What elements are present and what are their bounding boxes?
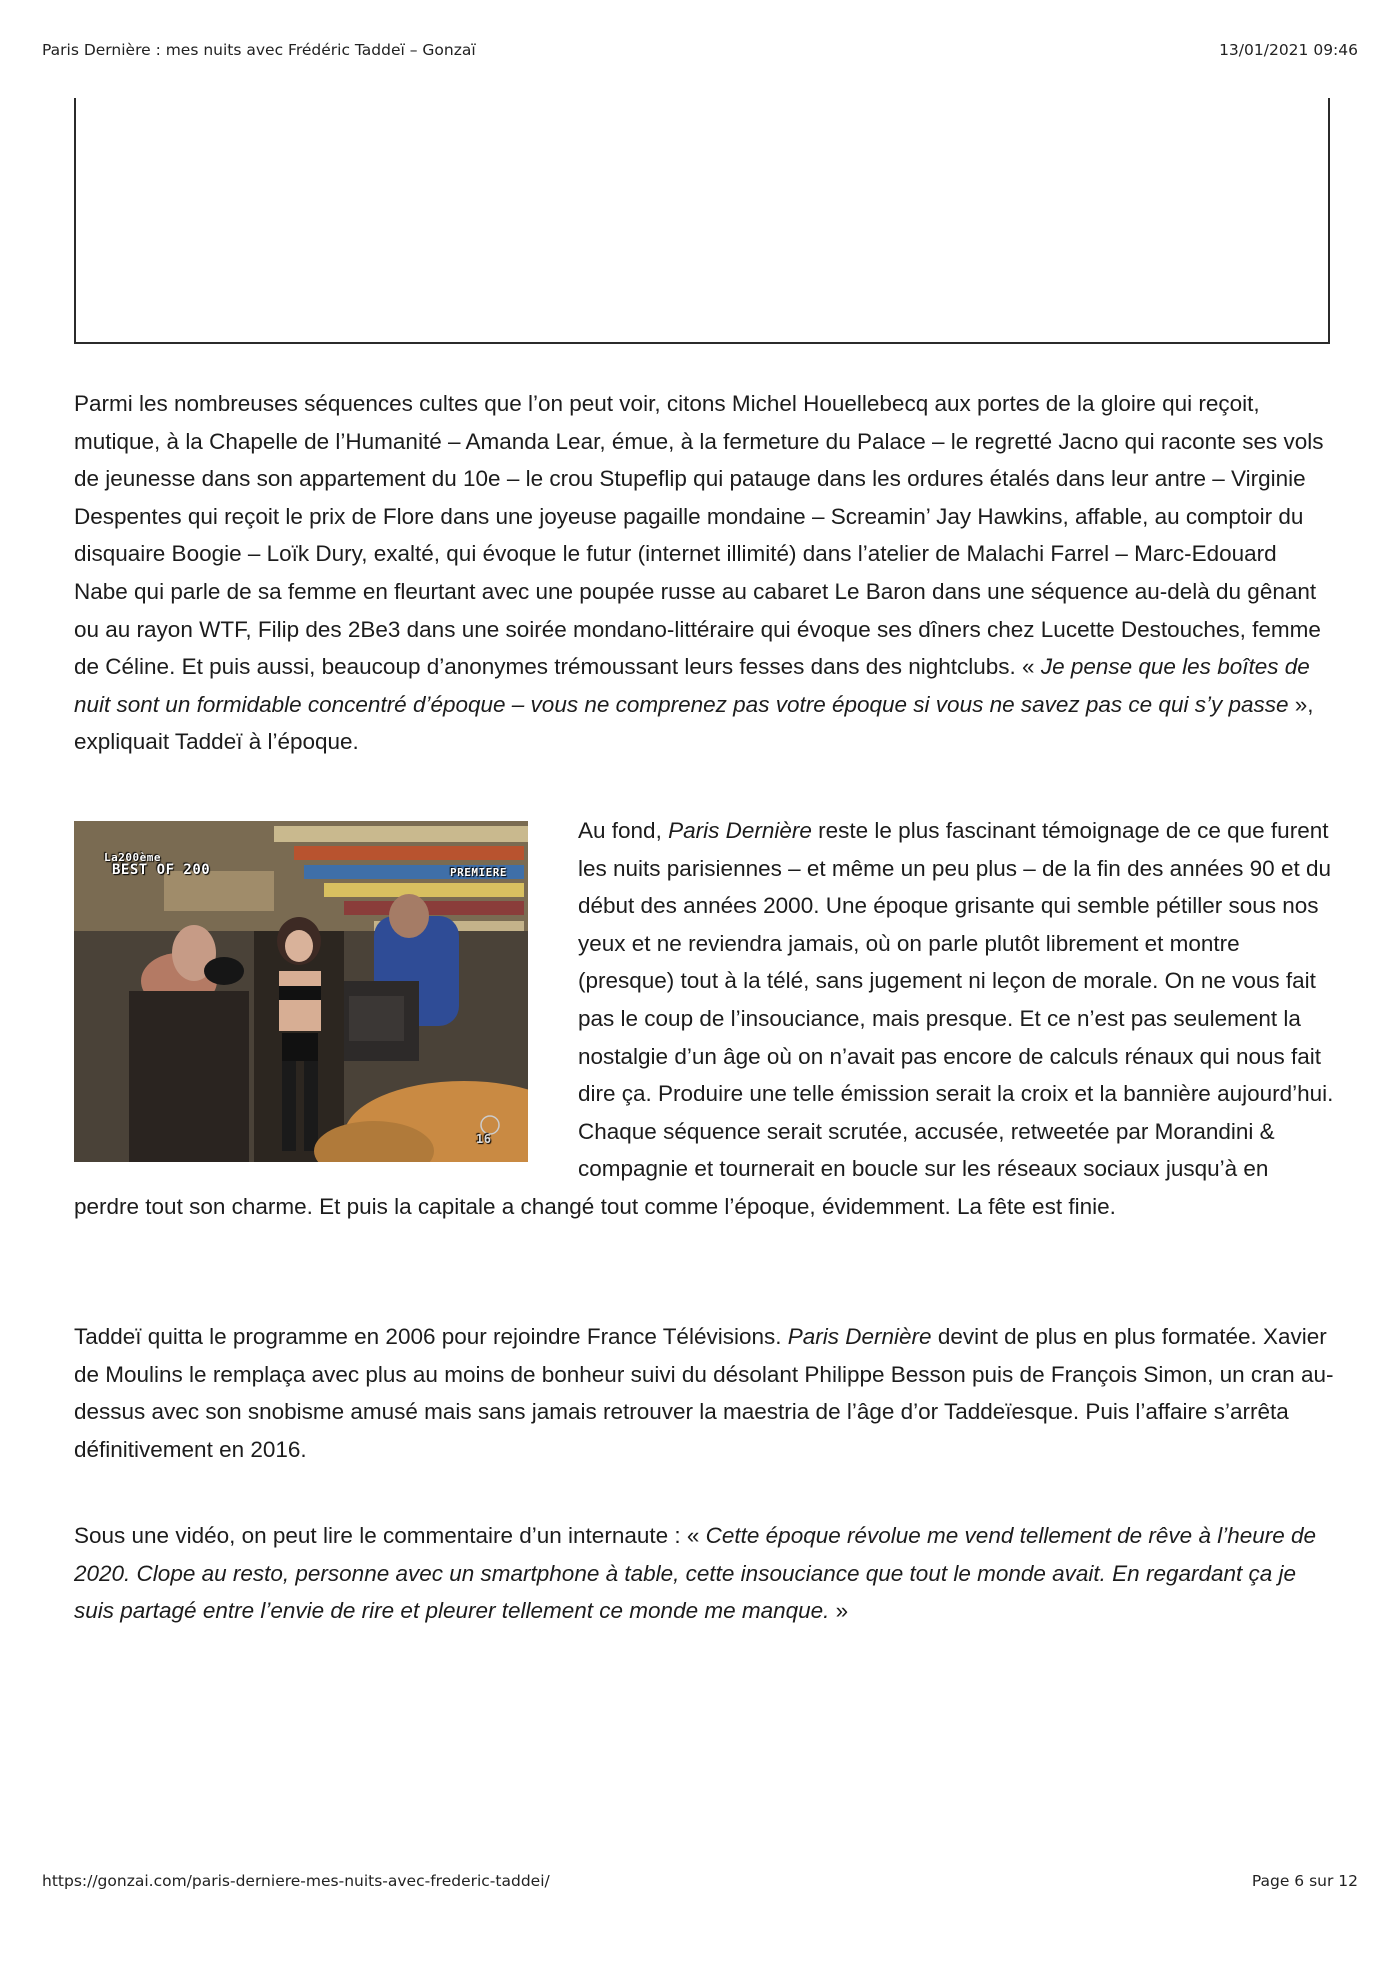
tv-overlay-small-text: La200ème [104,851,161,864]
print-timestamp: 13/01/2021 09:46 [1219,41,1358,59]
page-title: Paris Dernière : mes nuits avec Frédéric Taddeï – Gonzaï [42,41,476,59]
paragraph-cult-sequences: Parmi les nombreuses séquences cultes que l’on peut voir, citons Michel Houellebecq aux portes de la gloire qui reçoit, mutique, à la Chapelle de l’Humanité – Amanda Lear, émue, à la fermeture du Palace – le regretté Jacno qui raconte ses vols de jeunesse dans son appartement du 10e – le crou Stupeflip qui patauge dans les ordures étalés dans leur antre – Virginie Despentes qui reçoit le prix de Flore dans une joyeuse pagaille mondaine – Screamin’ Jay Hawkins, affable, au comptoir du disquaire Boogie – Loïk Dury, exalté, qui évoque le futur (internet illimité) dans l’atelier de Malachi Farrel – Marc-Edouard Nabe qui parle de sa femme en fleurtant avec une poupée russe au cabaret Le Baron dans une séquence au-delà du gênant ou au rayon WTF, Filip des 2Be3 dans une soirée mondano-littéraire qui évoque ses dîners chez Lucette Destouches, femme de Céline. Et puis aussi, beaucoup d’anonymes trémoussant leurs fesses dans des nightclubs. « Je pense que les boîtes de nuit sont un formidable concentré d’époque – vous ne comprenez pas votre époque si vous ne savez pas ce qui s’y passe », expliquait Taddeï à l’époque. [74,391,1324,755]
embedded-video-frame[interactable] [74,98,1330,344]
tv-channel-logo: PREMIERE [450,866,507,879]
tv-rating-badge: 16 [476,1132,492,1146]
taddei-quote: Je pense que les boîtes de nuit sont un formidable concentré d’époque – vous ne comprenez pas votre époque si vous ne savez pas ce qui s’y passe [74,654,1310,717]
print-header [42,41,1358,59]
paragraph-paris-derniere-testimony: La200ème BEST OF 200 PREMIERE 16 Au fond, Paris Dernière reste le plus fascinant témoignage de ce que furent les nuits parisiennes – et même un peu plus – de la fin des années 90 et du début des années 2000. Une époque grisante qui semble pétiller sous nos yeux et ne reviendra jamais, où on parle plutôt librement et montre (presque) tout à la télé, sans jugement ni leçon de morale. On ne vous fait pas le coup de l’insouciance, mais presque. Et ce n’est pas seulement la nostalgie d’un âge où on n’avait pas encore de calculs rénaux qui nous fait dire ça. Produire une telle émission serait la croix et la bannière aujourd’hui. Chaque séquence serait scrutée, accusée, retweetée par Morandini & compagnie et tournerait en boucle sur les réseaux sociaux jusqu’à en perdre tout son charme. Et puis la capitale a changé tout comme l’époque, évidemment. La fête est finie. [74,818,1334,1219]
paragraph-viewer-comment: Sous une vidéo, on peut lire le commentaire d’un internaute : « Cette époque révolue me vend tellement de rêve à l’heure de 2020. Clope au resto, personne avec un smartphone à table, cette insouciance que tout le monde avait. En regardant ça je suis partagé entre l’envie de rire et pleurer tellement ce monde me manque. » [74,1523,1317,1624]
viewer-quote: Cette époque révolue me vend tellement de rêve à l’heure de 2020. Clope au resto, personne avec un smartphone à table, cette insouciance que tout le monde avait. En regardant ça je suis partagé entre l’envie de rire et pleurer tellement ce monde me manque. [74,1523,1317,1624]
print-footer [42,1872,1358,1890]
paragraph-taddei-departure: Taddeï quitta le programme en 2006 pour rejoindre France Télévisions. Paris Dernière devint de plus en plus formatée. Xavier de Moulins le remplaça avec plus au moins de bonheur suivi du désolant Philippe Besson puis de François Simon, un cran au-dessus avec son snobisme amusé mais sans jamais retrouver la maestria de l’âge d’or Taddeïesque. Puis l’affaire s’arrêta définitivement en 2016. [74,1324,1334,1462]
show-title: Paris Dernière [787,1324,932,1349]
show-title: Paris Dernière [668,818,812,843]
page-number: Page 6 sur 12 [1251,1872,1358,1890]
tv-screenshot-image [74,821,528,1162]
tv-overlay-best-of: BEST OF 200 [112,862,211,878]
page-url[interactable]: https://gonzai.com/paris-derniere-mes-nuits-avec-frederic-taddei/ [42,1872,550,1890]
